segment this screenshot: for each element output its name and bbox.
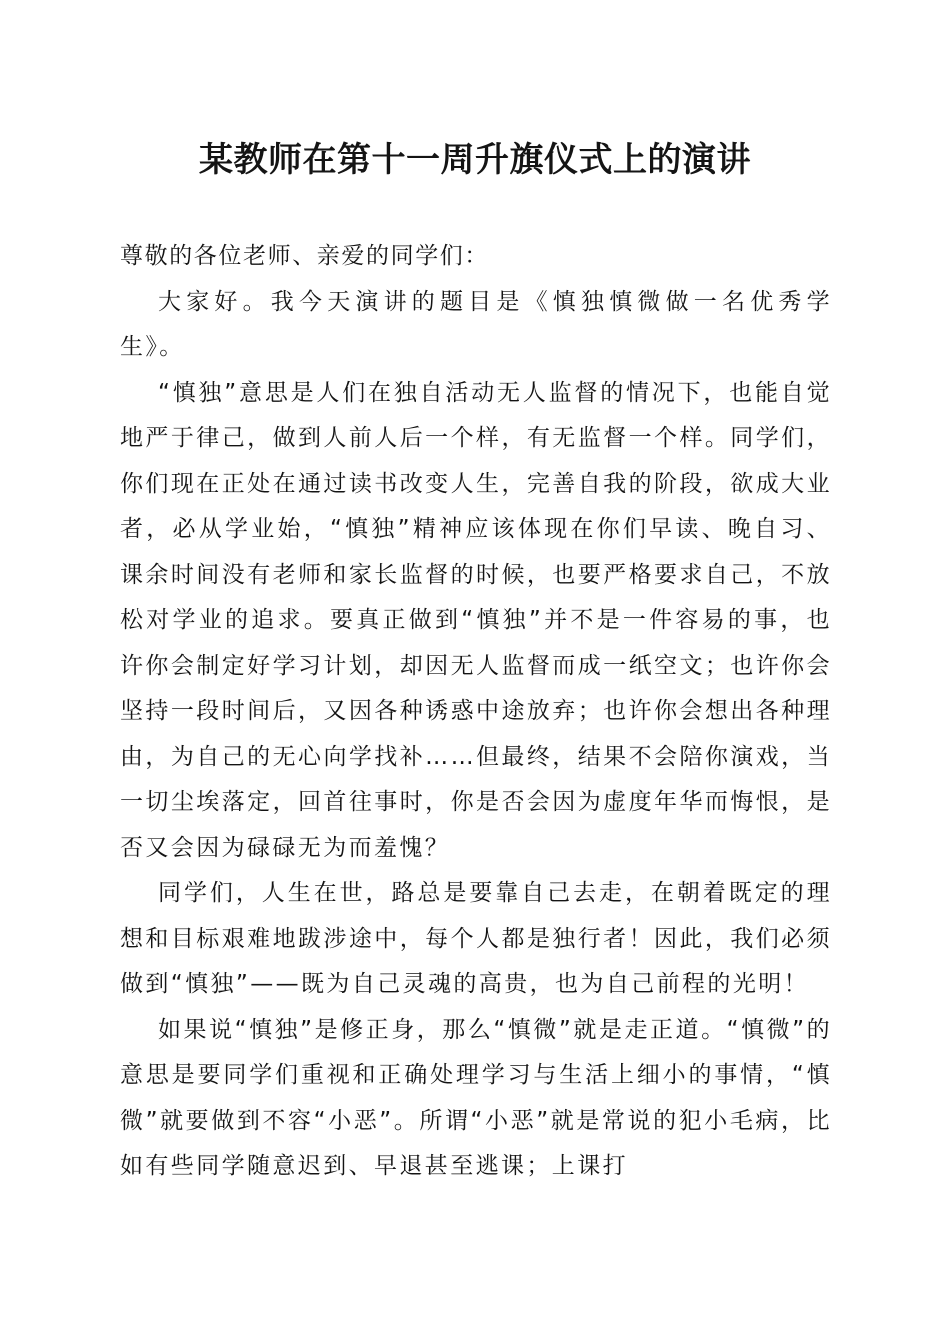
document-body bbox=[120, 234, 832, 1190]
document-title: 某教师在第十一周升旗仪式上的演讲 bbox=[199, 140, 751, 180]
paragraph-shendu-meaning: “慎独”意思是人们在独自活动无人监督的情况下，也能自觉地严于律己，做到人前人后一个样，有无监督一个样。同学们，你们现在正处在通过读书改变人生，完善自我的阶段，欲成大业者，必从学业始，“慎独”精神应该体现在你们早读、晚自习、课余时间没有老师和家长监督的时候，也要严格要求自己，不放松对学业的追求。要真正做到“慎独”并不是一件容易的事，也许你会制定好学习计划，却因无人监督而成一纸空文；也许你会坚持一段时间后，又因各种诱惑中途放弃；也许你会想出各种理由，为自己的无心向学找补……但最终，结果不会陪你演戏，当一切尘埃落定，回首往事时，你是否会因为虚度年华而悔恨，是否又会因为碌碌无为而羞愧？ bbox=[120, 379, 832, 861]
paragraph-shenwei-meaning: 如果说“慎独”是修正身，那么“慎微”就是走正道。“慎微”的意思是要同学们重视和正确处理学习与生活上细小的事情，“慎微”就要做到不容“小恶”。所谓“小恶”就是常说的犯小毛病，比如有些同学随意迟到、早退甚至逃课；上课打 bbox=[120, 1016, 832, 1179]
salutation: 尊敬的各位老师、亲爱的同学们： bbox=[120, 243, 489, 269]
paragraph-lone-traveler: 同学们，人生在世，路总是要靠自己去走，在朝着既定的理想和目标艰难地跋涉途中，每个人都是独行者！因此，我们必须做到“慎独”——既为自己灵魂的高贵，也为自己前程的光明！ bbox=[120, 880, 832, 997]
paragraph-greeting: 大家好。我今天演讲的题目是《慎独慎微做一名优秀学生》。 bbox=[120, 288, 832, 360]
